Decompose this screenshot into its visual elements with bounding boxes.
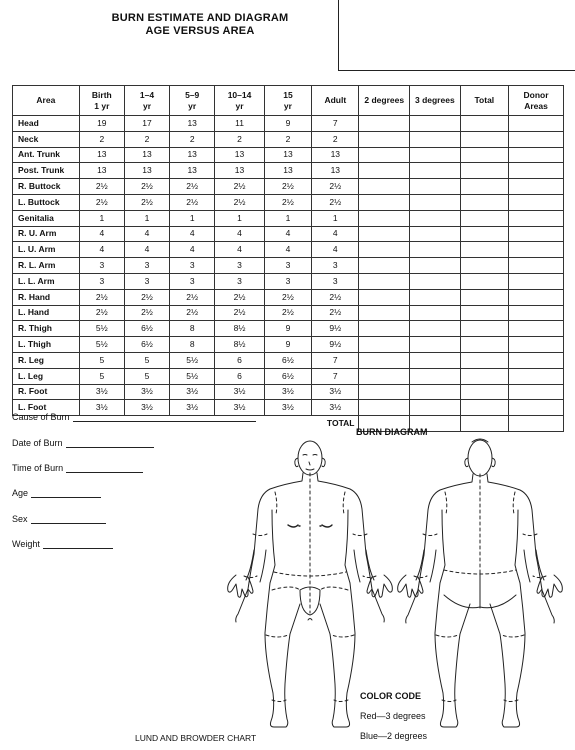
entry-cell[interactable]: [460, 163, 508, 179]
percent-cell: 4: [312, 226, 359, 242]
entry-cell[interactable]: [460, 289, 508, 305]
percent-cell: 3½: [264, 384, 311, 400]
percent-cell: 3: [264, 258, 311, 274]
entry-cell[interactable]: [460, 226, 508, 242]
percent-cell: 2½: [170, 194, 215, 210]
percent-cell: 4: [124, 226, 169, 242]
percent-cell: 3½: [170, 400, 215, 416]
percent-cell: 1: [215, 210, 265, 226]
table-row: [13, 242, 564, 258]
percent-cell: 4: [79, 242, 124, 258]
entry-cell[interactable]: [509, 147, 564, 163]
table-row: [13, 258, 564, 274]
percent-cell: 13: [312, 163, 359, 179]
table-row: [13, 116, 564, 132]
percent-cell: 13: [124, 163, 169, 179]
entry-cell[interactable]: [359, 400, 410, 416]
percent-cell: 2½: [312, 179, 359, 195]
back-body-outline: [398, 439, 563, 727]
percent-cell: 6: [215, 368, 265, 384]
burn-estimate-table: [12, 85, 564, 432]
percent-cell: 2½: [312, 305, 359, 321]
entry-cell[interactable]: [460, 131, 508, 147]
entry-cell[interactable]: [460, 384, 508, 400]
table-row: [13, 179, 564, 195]
percent-cell: 13: [264, 163, 311, 179]
cause-of-burn-line[interactable]: [73, 413, 256, 422]
percent-cell: 3: [215, 258, 265, 274]
table-row: [13, 368, 564, 384]
area-cell: R. Foot: [13, 384, 80, 400]
entry-cell[interactable]: [460, 179, 508, 195]
entry-cell[interactable]: [460, 321, 508, 337]
entry-cell[interactable]: [359, 273, 410, 289]
percent-cell: 4: [312, 242, 359, 258]
percent-cell: 3: [215, 273, 265, 289]
entry-cell[interactable]: [359, 147, 410, 163]
percent-cell: 1: [312, 210, 359, 226]
age-field[interactable]: [12, 488, 101, 498]
area-cell: L. Thigh: [13, 337, 80, 353]
area-cell: L. Hand: [13, 305, 80, 321]
percent-cell: 4: [79, 226, 124, 242]
entry-cell[interactable]: [359, 368, 410, 384]
percent-cell: 3½: [264, 400, 311, 416]
entry-cell[interactable]: [359, 289, 410, 305]
sex-label: Sex: [12, 514, 28, 524]
entry-cell[interactable]: [460, 337, 508, 353]
percent-cell: 13: [312, 147, 359, 163]
percent-cell: 2½: [170, 289, 215, 305]
percent-cell: 2½: [124, 194, 169, 210]
table-header-row: [13, 86, 564, 116]
table-row: [13, 337, 564, 353]
percent-cell: 3½: [215, 384, 265, 400]
column-header: Total: [460, 86, 508, 116]
area-cell: L. Buttock: [13, 194, 80, 210]
entry-cell[interactable]: [460, 242, 508, 258]
entry-cell[interactable]: [359, 384, 410, 400]
percent-cell: 3: [79, 273, 124, 289]
percent-cell: 5: [79, 352, 124, 368]
entry-cell[interactable]: [359, 305, 410, 321]
entry-cell[interactable]: [410, 337, 461, 353]
area-cell: R. Hand: [13, 289, 80, 305]
percent-cell: 3: [170, 258, 215, 274]
entry-cell[interactable]: [410, 194, 461, 210]
percent-cell: 13: [170, 163, 215, 179]
percent-cell: 8½: [215, 337, 265, 353]
percent-cell: 2½: [79, 179, 124, 195]
percent-cell: 3: [79, 258, 124, 274]
percent-cell: 8: [170, 321, 215, 337]
percent-cell: 9: [264, 116, 311, 132]
percent-cell: 3½: [312, 384, 359, 400]
entry-cell[interactable]: [509, 131, 564, 147]
entry-cell[interactable]: [509, 368, 564, 384]
column-header: 2 degrees: [359, 86, 410, 116]
time-of-burn-line[interactable]: [66, 464, 143, 473]
percent-cell: 2: [312, 131, 359, 147]
entry-cell[interactable]: [509, 337, 564, 353]
entry-cell[interactable]: [509, 194, 564, 210]
entry-cell[interactable]: [460, 194, 508, 210]
percent-cell: 3: [124, 273, 169, 289]
percent-cell: 3½: [124, 384, 169, 400]
entry-cell[interactable]: [509, 242, 564, 258]
entry-cell[interactable]: [410, 384, 461, 400]
percent-cell: 3½: [124, 400, 169, 416]
time-of-burn-field[interactable]: [12, 463, 143, 473]
area-cell: Head: [13, 116, 80, 132]
percent-cell: 5: [79, 368, 124, 384]
percent-cell: 2: [170, 131, 215, 147]
entry-cell[interactable]: [509, 226, 564, 242]
entry-cell[interactable]: [410, 321, 461, 337]
area-cell: R. Buttock: [13, 179, 80, 195]
percent-cell: 2½: [215, 305, 265, 321]
entry-cell[interactable]: [359, 210, 410, 226]
percent-cell: 3: [124, 258, 169, 274]
entry-cell[interactable]: [359, 179, 410, 195]
entry-cell[interactable]: [460, 210, 508, 226]
area-cell: Neck: [13, 131, 80, 147]
entry-cell[interactable]: [410, 305, 461, 321]
percent-cell: 7: [312, 116, 359, 132]
percent-cell: 5: [124, 368, 169, 384]
entry-cell[interactable]: [359, 258, 410, 274]
percent-cell: 2½: [124, 305, 169, 321]
chart-title: [60, 12, 340, 38]
entry-cell[interactable]: [410, 147, 461, 163]
entry-cell[interactable]: [509, 273, 564, 289]
table-row: [13, 226, 564, 242]
title-line-2: AGE VERSUS AREA: [145, 25, 255, 37]
entry-cell[interactable]: [410, 226, 461, 242]
percent-cell: 4: [264, 242, 311, 258]
percent-cell: 7: [312, 352, 359, 368]
entry-cell[interactable]: [509, 352, 564, 368]
percent-cell: 2½: [215, 194, 265, 210]
table-row: [13, 210, 564, 226]
percent-cell: 3½: [79, 384, 124, 400]
entry-cell[interactable]: [359, 337, 410, 353]
entry-cell[interactable]: [410, 258, 461, 274]
percent-cell: 13: [170, 116, 215, 132]
column-header: Area: [13, 86, 80, 116]
percent-cell: 1: [79, 210, 124, 226]
percent-cell: 6½: [264, 368, 311, 384]
percent-cell: 3: [312, 273, 359, 289]
weight-line[interactable]: [43, 540, 113, 549]
percent-cell: 6½: [124, 321, 169, 337]
entry-cell[interactable]: [460, 147, 508, 163]
entry-cell[interactable]: [410, 210, 461, 226]
area-cell: R. L. Arm: [13, 258, 80, 274]
entry-cell[interactable]: [509, 400, 564, 416]
area-cell: Post. Trunk: [13, 163, 80, 179]
percent-cell: 13: [215, 163, 265, 179]
area-cell: R. Leg: [13, 352, 80, 368]
entry-cell[interactable]: [359, 352, 410, 368]
weight-label: Weight: [12, 539, 40, 549]
title-line-1: BURN ESTIMATE AND DIAGRAM: [111, 12, 289, 24]
percent-cell: 8: [170, 337, 215, 353]
percent-cell: 5½: [79, 337, 124, 353]
percent-cell: 4: [215, 242, 265, 258]
entry-cell[interactable]: [509, 116, 564, 132]
table-row: [13, 194, 564, 210]
percent-cell: 13: [264, 147, 311, 163]
entry-cell[interactable]: [410, 163, 461, 179]
percent-cell: 2½: [79, 194, 124, 210]
date-of-burn-field[interactable]: [12, 438, 154, 448]
percent-cell: 2½: [79, 305, 124, 321]
table-row: [13, 384, 564, 400]
percent-cell: 5½: [170, 368, 215, 384]
color-code-blue: Blue—2 degrees: [360, 731, 428, 741]
percent-cell: 13: [215, 147, 265, 163]
table-body: [13, 116, 564, 432]
percent-cell: 5½: [170, 352, 215, 368]
patient-label-box: [338, 0, 575, 71]
area-cell: L. L. Arm: [13, 273, 80, 289]
entry-cell[interactable]: [460, 273, 508, 289]
entry-cell[interactable]: [509, 305, 564, 321]
column-header: 1–4 yr: [124, 86, 169, 116]
percent-cell: 1: [170, 210, 215, 226]
percent-cell: 4: [170, 242, 215, 258]
percent-cell: 1: [124, 210, 169, 226]
entry-cell[interactable]: [359, 131, 410, 147]
percent-cell: 13: [79, 147, 124, 163]
percent-cell: 7: [312, 368, 359, 384]
entry-cell[interactable]: [410, 400, 461, 416]
entry-cell[interactable]: [410, 352, 461, 368]
percent-cell: 3½: [312, 400, 359, 416]
entry-cell[interactable]: [460, 368, 508, 384]
entry-cell[interactable]: [509, 163, 564, 179]
entry-cell[interactable]: [410, 368, 461, 384]
percent-cell: 2½: [215, 179, 265, 195]
percent-cell: 4: [170, 226, 215, 242]
entry-cell[interactable]: [359, 163, 410, 179]
percent-cell: 3½: [170, 384, 215, 400]
entry-cell[interactable]: [410, 289, 461, 305]
percent-cell: 2½: [264, 305, 311, 321]
table-row: [13, 273, 564, 289]
entry-cell[interactable]: [460, 400, 508, 416]
percent-cell: 19: [79, 116, 124, 132]
percent-cell: 13: [79, 163, 124, 179]
percent-cell: 9½: [312, 321, 359, 337]
percent-cell: 2½: [124, 289, 169, 305]
age-label: Age: [12, 488, 29, 498]
front-body-outline: [228, 441, 393, 727]
percent-cell: 6½: [124, 337, 169, 353]
cause-of-burn-field[interactable]: [12, 412, 256, 422]
percent-cell: 2½: [79, 289, 124, 305]
percent-cell: 17: [124, 116, 169, 132]
percent-cell: 2: [124, 131, 169, 147]
column-header: Birth 1 yr: [79, 86, 124, 116]
percent-cell: 3½: [215, 400, 265, 416]
entry-cell[interactable]: [509, 289, 564, 305]
percent-cell: 3: [312, 258, 359, 274]
weight-field[interactable]: [12, 539, 113, 549]
table-row: [13, 305, 564, 321]
percent-cell: 13: [124, 147, 169, 163]
entry-cell[interactable]: [509, 258, 564, 274]
percent-cell: 2½: [312, 289, 359, 305]
date-of-burn-label: Date of Burn: [12, 438, 63, 448]
percent-cell: 2½: [264, 194, 311, 210]
column-header: 15 yr: [264, 86, 311, 116]
table-row: [13, 163, 564, 179]
percent-cell: 2½: [264, 289, 311, 305]
area-cell: Genitalia: [13, 210, 80, 226]
percent-cell: 8½: [215, 321, 265, 337]
percent-cell: 1: [264, 210, 311, 226]
entry-cell[interactable]: [460, 258, 508, 274]
percent-cell: 11: [215, 116, 265, 132]
area-cell: L. Leg: [13, 368, 80, 384]
percent-cell: 3: [170, 273, 215, 289]
column-header: Adult: [312, 86, 359, 116]
percent-cell: 2: [264, 131, 311, 147]
table-row: [13, 131, 564, 147]
table-row: [13, 321, 564, 337]
entry-cell[interactable]: [509, 210, 564, 226]
area-cell: L. Foot: [13, 400, 80, 416]
percent-cell: 2½: [312, 194, 359, 210]
percent-cell: 13: [170, 147, 215, 163]
color-code-heading: COLOR CODE: [360, 691, 422, 701]
table-row: [13, 289, 564, 305]
percent-cell: 9: [264, 321, 311, 337]
percent-cell: 2½: [170, 305, 215, 321]
percent-cell: 2½: [170, 179, 215, 195]
time-of-burn-label: Time of Burn: [12, 463, 64, 473]
color-code-legend: [360, 686, 427, 746]
entry-cell[interactable]: [410, 131, 461, 147]
entry-cell[interactable]: [359, 226, 410, 242]
percent-cell: 4: [264, 226, 311, 242]
column-header: Donor Areas: [509, 86, 564, 116]
sex-line[interactable]: [31, 515, 106, 524]
entry-cell[interactable]: [410, 242, 461, 258]
age-line[interactable]: [31, 489, 101, 498]
entry-cell[interactable]: [359, 242, 410, 258]
percent-cell: 2½: [124, 179, 169, 195]
entry-cell[interactable]: [410, 179, 461, 195]
percent-cell: 3: [264, 273, 311, 289]
percent-cell: 9½: [312, 337, 359, 353]
column-header: 10–14 yr: [215, 86, 265, 116]
percent-cell: 5: [124, 352, 169, 368]
percent-cell: 2: [79, 131, 124, 147]
sex-field[interactable]: [12, 514, 106, 524]
column-header: 5–9 yr: [170, 86, 215, 116]
percent-cell: 2½: [215, 289, 265, 305]
percent-cell: 2: [215, 131, 265, 147]
entry-cell[interactable]: [410, 116, 461, 132]
entry-cell[interactable]: [410, 273, 461, 289]
entry-cell[interactable]: [359, 116, 410, 132]
entry-cell[interactable]: [359, 194, 410, 210]
column-header: 3 degrees: [410, 86, 461, 116]
entry-cell[interactable]: [460, 305, 508, 321]
entry-cell[interactable]: [509, 321, 564, 337]
percent-cell: 6: [215, 352, 265, 368]
table-row: [13, 352, 564, 368]
date-of-burn-line[interactable]: [66, 439, 154, 448]
table-row: [13, 147, 564, 163]
entry-cell[interactable]: [509, 179, 564, 195]
entry-cell[interactable]: [359, 321, 410, 337]
chart-footer: LUND AND BROWDER CHART: [135, 733, 257, 743]
cause-of-burn-label: Cause of Burn: [12, 412, 70, 422]
burn-diagram-title: BURN DIAGRAM: [356, 427, 428, 437]
percent-cell: 4: [215, 226, 265, 242]
area-cell: R. Thigh: [13, 321, 80, 337]
entry-cell[interactable]: [460, 352, 508, 368]
area-cell: R. U. Arm: [13, 226, 80, 242]
percent-cell: 9: [264, 337, 311, 353]
area-cell: Ant. Trunk: [13, 147, 80, 163]
percent-cell: 6½: [264, 352, 311, 368]
percent-cell: 2½: [264, 179, 311, 195]
entry-cell[interactable]: [509, 384, 564, 400]
area-cell: L. U. Arm: [13, 242, 80, 258]
percent-cell: 4: [124, 242, 169, 258]
entry-cell[interactable]: [460, 116, 508, 132]
total-label: TOTAL: [326, 418, 355, 429]
color-code-red: Red—3 degrees: [360, 711, 426, 721]
percent-cell: 3½: [79, 400, 124, 416]
percent-cell: 5½: [79, 321, 124, 337]
